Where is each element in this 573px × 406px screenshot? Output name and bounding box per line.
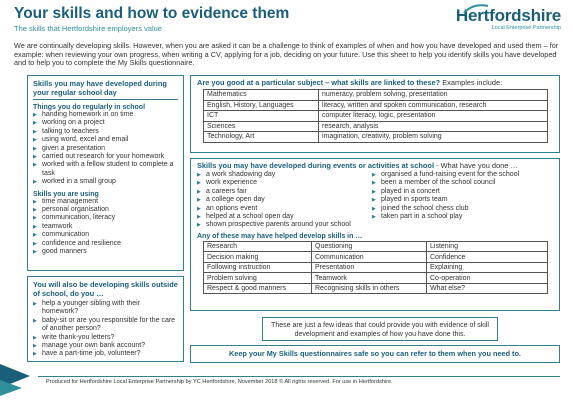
list-item: ▶ write thank-you letters? (33, 334, 178, 342)
subject-panel (190, 75, 560, 153)
subject-heading (197, 78, 553, 87)
table-row (204, 111, 548, 122)
events-heading-tail: - What have you done … (436, 161, 518, 170)
table-cell: imagination, creativity, problem solving (319, 132, 548, 143)
list-item: ▶ worked with a fellow student to complete a task (33, 161, 178, 178)
list-item: ▶ help a younger sibling with their homework? (33, 300, 178, 317)
table-cell: research, analysis (319, 121, 548, 132)
events-list-left (197, 171, 372, 230)
logo-wordmark: Hertfordshire (455, 6, 561, 25)
table-row (204, 100, 548, 111)
subject-heading-tail: Examples include: (442, 78, 503, 87)
list-item: ▶ shown prospective parents around your school (197, 221, 372, 229)
table-row (204, 273, 548, 284)
ideas-note: These are just a few ideas that could provide you with evidence of skill development and examples of how you have done this. (262, 317, 498, 341)
page-subtitle: The skills that Hertfordshire employers value (14, 24, 162, 33)
list-item: ▶ carried out research for your homework (33, 153, 178, 161)
table-cell: Technology, Art (204, 132, 319, 143)
list-item: ▶ a college open day (197, 196, 372, 204)
page-title: Your skills and how to evidence them (14, 5, 290, 22)
list-item: ▶ baby-sit or are you responsible for the care of another person? (33, 317, 178, 334)
list-item: ▶ a careers fair (197, 188, 372, 196)
list-item: ▶ work experience (197, 179, 372, 187)
things-heading: Things you do regularly in school (33, 104, 146, 111)
list-item: ▶ taken part in a school play (372, 213, 519, 221)
table-cell: Co-operation (427, 273, 548, 284)
list-item: ▶ teamwork (33, 223, 178, 231)
events-heading (197, 161, 553, 170)
list-item: ▶ have a part-time job, volunteer? (33, 350, 178, 358)
table-row (204, 262, 548, 273)
list-item: ▶ worked in a small group (33, 178, 178, 186)
footer-divider (38, 376, 560, 377)
table-cell: Presentation (312, 262, 427, 273)
list-item: ▶ helped at a school open day (197, 213, 372, 221)
skills-list (33, 198, 178, 257)
list-item: ▶ handing homework in on time (33, 111, 178, 119)
list-item: ▶ working on a project (33, 119, 178, 127)
list-item: ▶ played in a concert (372, 188, 519, 196)
table-row (204, 132, 548, 143)
list-item: ▶ confidence and resilience (33, 240, 178, 248)
table-cell: What else? (427, 283, 548, 294)
table-cell: computer literacy, logic, presentation (319, 111, 548, 122)
table-cell: Mathematics (204, 90, 319, 101)
table-cell: literacy, written and spoken communication, research (319, 100, 548, 111)
logo-swoosh-icon (463, 3, 489, 15)
table-row (204, 252, 548, 263)
list-item: ▶ a work shadowing day (197, 171, 372, 179)
skills-grid (203, 241, 548, 295)
list-item: ▶ organised a fund-raising event for the school (372, 171, 519, 179)
table-cell: Research (204, 241, 312, 252)
list-item: ▶ communication (33, 231, 178, 239)
table-cell: Respect & good manners (204, 283, 312, 294)
table-cell: Communication (312, 252, 427, 263)
list-item: ▶ using word, excel and email (33, 136, 178, 144)
subject-table (203, 89, 548, 143)
table-row (204, 90, 548, 101)
outside-heading: You will also be developing skills outside of school, do you … (33, 280, 178, 298)
things-list (33, 111, 178, 187)
outside-school-panel (27, 276, 184, 362)
table-cell: Problem solving (204, 273, 312, 284)
table-cell: Sciences (204, 121, 319, 132)
list-item: ▶ communication, literacy (33, 214, 178, 222)
table-cell: Listening (427, 241, 548, 252)
table-cell: Following instruction (204, 262, 312, 273)
subject-heading-main: Are you good at a particular subject – what skills are linked to these? (197, 78, 441, 87)
keep-safe-banner: Keep your My Skills questionnaires safe so you can refer to them when you need to. (190, 345, 560, 363)
list-item: ▶ manage your own bank account? (33, 342, 178, 350)
list-item: ▶ good manners (33, 248, 178, 256)
events-sub-heading: Any of these may have helped develop skills in … (197, 232, 363, 240)
table-row (204, 283, 548, 294)
outside-list (33, 300, 178, 359)
list-item: ▶ time management (33, 198, 178, 206)
table-row (204, 241, 548, 252)
skills-heading: Skills you are using (33, 190, 99, 198)
list-item: ▶ joined the school chess club (372, 205, 519, 213)
table-cell: Recognising skills in others (312, 283, 427, 294)
table-cell: Confidence (427, 252, 548, 263)
list-item: ▶ given a presentation (33, 145, 178, 153)
table-cell: Explaining (427, 262, 548, 273)
school-day-panel (27, 75, 184, 271)
table-cell: Teamwork (312, 273, 427, 284)
table-cell: English, History, Languages (204, 100, 319, 111)
events-panel (190, 158, 560, 311)
table-cell: ICT (204, 111, 319, 122)
list-item: ▶ an options event (197, 205, 372, 213)
table-cell: numeracy, problem solving, presentation (319, 90, 548, 101)
table-cell: Questioning (312, 241, 427, 252)
hertfordshire-logo (456, 6, 561, 31)
corner-decoration-icon (0, 364, 40, 406)
list-item: ▶ personal organisation (33, 206, 178, 214)
list-item: ▶ been a member of the school council (372, 179, 519, 187)
table-row (204, 121, 548, 132)
school-day-heading: Skills you may have developed during your regular school day (33, 79, 178, 100)
table-cell: Decision making (204, 252, 312, 263)
list-item: ▶ played in sports team (372, 196, 519, 204)
footer-text: Produced for Hertfordshire Local Enterprise Partnership by YC Hertfordshire, November 2018 © All rights reserved. For use in Hertfordshire. (46, 379, 393, 385)
events-list-right (372, 171, 519, 230)
logo-subtext: Local Enterprise Partnership (491, 25, 561, 31)
list-item: ▶ talking to teachers (33, 128, 178, 136)
events-heading-main: Skills you may have developed during events or activities at school (197, 161, 434, 170)
intro-text: We are continually developing skills. However, when you are asked it can be a challenge to think of examples of when and how you have developed and used them – for example: when reviewing your own progress, when writing a CV, applying for a job, deciding on your future. Use this sheet to help you identify skills you have developed and to help you to complete the My Skills questionnaire. (14, 41, 559, 68)
